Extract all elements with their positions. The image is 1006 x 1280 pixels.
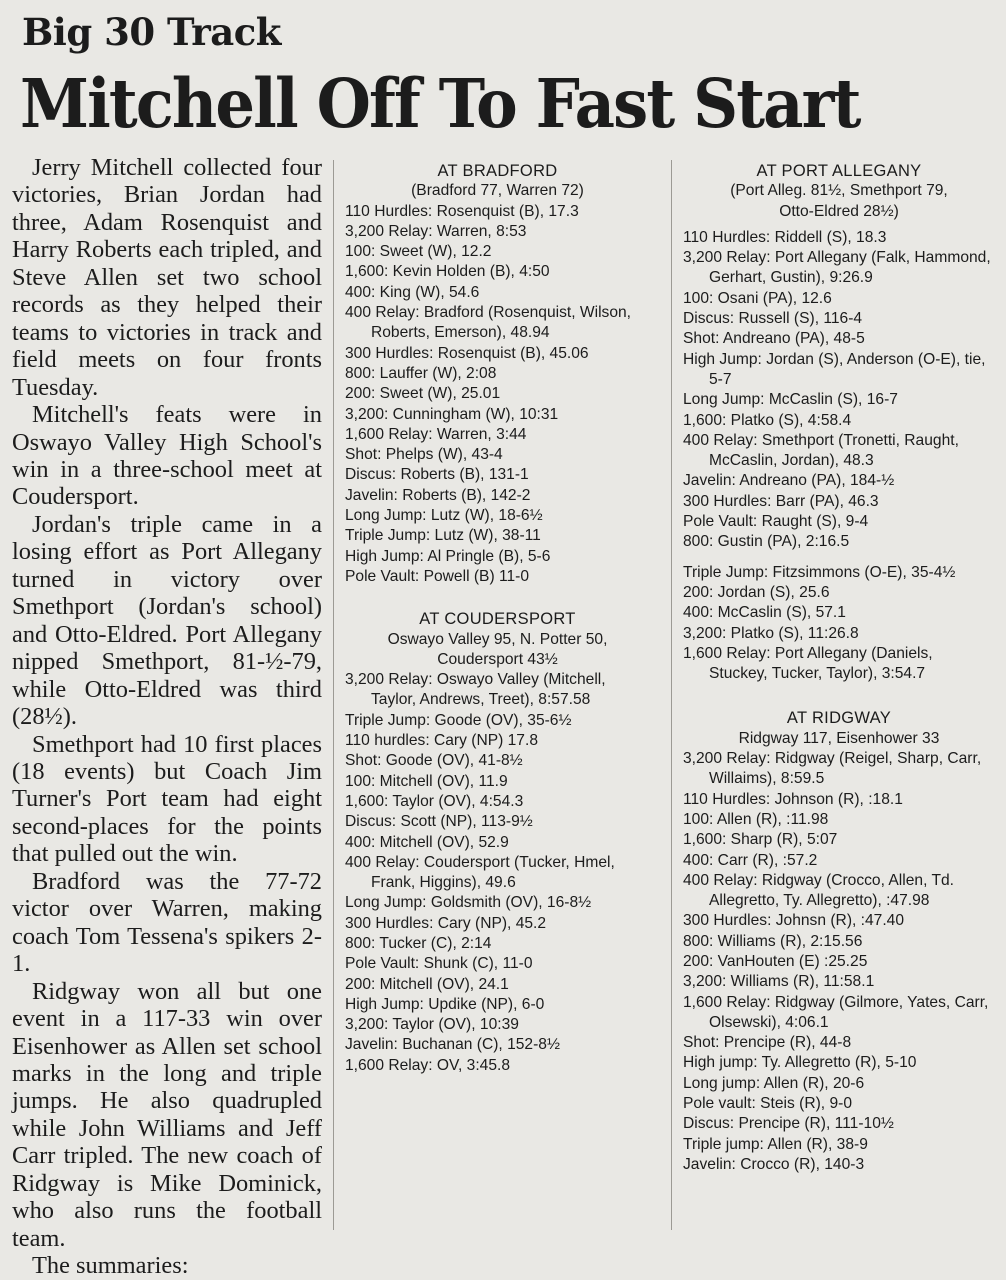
result-line: 400 Relay: Coudersport (Tucker, Hmel, Frank, Higgins), 49.6 <box>345 853 615 892</box>
headline: Mitchell Off To Fast Start <box>20 64 860 143</box>
result-line: 3,200 Relay: Warren, 8:53 <box>345 222 527 240</box>
result-line: Triple Jump: Goode (OV), 35-6½ <box>345 711 572 729</box>
result-line: Pole Vault: Raught (S), 9-4 <box>683 513 869 531</box>
summaries-column-right <box>683 161 995 1175</box>
result-line: Shot: Prencipe (R), 44-8 <box>683 1034 852 1052</box>
result-line: 100: Mitchell (OV), 11.9 <box>345 772 508 790</box>
result-line: Triple Jump: Lutz (W), 38-11 <box>345 527 541 545</box>
result-line: 100: Allen (R), :11.98 <box>683 810 829 828</box>
result-line: 1,600 Relay: Warren, 3:44 <box>345 425 527 443</box>
result-line: Pole vault: Steis (R), 9-0 <box>683 1095 852 1113</box>
story-paragraph: Jordan's triple came in a losing effort as Port Allegany turned in victory over Smethport (Jordan's school) and Otto-Eldred. Port Allegany nipped Smethport, 81-½-79, while Otto-Eldred was third (28½). <box>12 510 322 731</box>
meet-score: Oswayo Valley 95, N. Potter 50, <box>387 630 608 648</box>
result-line: Shot: Andreano (PA), 48-5 <box>683 330 865 348</box>
result-line: 400: McCaslin (S), 57.1 <box>683 604 846 622</box>
result-line: 110 Hurdles: Riddell (S), 18.3 <box>683 228 887 246</box>
result-line: 200: Mitchell (OV), 24.1 <box>345 975 509 993</box>
result-line: 110 hurdles: Cary (NP) 17.8 <box>345 732 538 750</box>
result-line: High Jump: Updike (NP), 6-0 <box>345 995 545 1013</box>
meet-ridgway <box>683 708 995 1175</box>
result-line: 400 Relay: Smethport (Tronetti, Raught, McCaslin, Jordan), 48.3 <box>683 431 959 470</box>
result-line: Javelin: Roberts (B), 142-2 <box>345 486 531 504</box>
result-line: 3,200 Relay: Oswayo Valley (Mitchell, Taylor, Andrews, Treet), 8:57.58 <box>345 671 606 709</box>
meet-score: Otto-Eldred 28½) <box>779 202 899 220</box>
result-line: 1,600 Relay: OV, 3:45.8 <box>345 1056 511 1074</box>
meet-score: (Bradford 77, Warren 72) <box>411 182 584 200</box>
story-paragraph: Jerry Mitchell collected four victories, Brian Jordan had three, Adam Rosenquist and Harry Roberts each tripled, and Steve Allen set two school records as they helped their teams to victories in track and field meets on four fronts Tuesday. <box>12 154 322 401</box>
result-line: 300 Hurdles: Johnsn (R), :47.40 <box>683 912 905 930</box>
result-line: 3,200: Williams (R), 11:58.1 <box>683 973 875 991</box>
result-line: 800: Lauffer (W), 2:08 <box>345 364 497 382</box>
result-line: Shot: Phelps (W), 43-4 <box>345 446 503 464</box>
meet-heading: AT COUDERSPORT <box>419 610 576 629</box>
result-line: 200: VanHouten (E) :25.25 <box>683 952 868 970</box>
result-line: 200: Jordan (S), 25.6 <box>683 583 830 601</box>
result-line: 400: King (W), 54.6 <box>345 283 480 301</box>
results-list <box>345 202 650 588</box>
results-list <box>683 228 995 553</box>
result-line: 3,200: Cunningham (W), 10:31 <box>345 405 559 423</box>
results-list <box>345 670 650 1076</box>
result-line: Long jump: Allen (R), 20-6 <box>683 1074 865 1092</box>
result-line: 100: Osani (PA), 12.6 <box>683 289 832 307</box>
result-line: 1,600 Relay: Ridgway (Gilmore, Yates, Carr, Olsewski), 4:06.1 <box>683 993 989 1031</box>
meet-coudersport <box>345 609 650 1076</box>
summaries-column-middle <box>345 161 650 1076</box>
meet-bradford <box>345 161 650 587</box>
result-line: Pole Vault: Shunk (C), 11-0 <box>345 955 533 973</box>
result-line: 100: Sweet (W), 12.2 <box>345 243 492 261</box>
results-list <box>683 749 995 1175</box>
result-line: Shot: Goode (OV), 41-8½ <box>345 752 523 770</box>
result-line: 400: Carr (R), :57.2 <box>683 851 818 869</box>
result-line: Javelin: Crocco (R), 140-3 <box>683 1155 865 1173</box>
meet-port-allegany <box>683 161 995 684</box>
meet-score: (Port Alleg. 81½, Smethport 79, <box>730 182 948 200</box>
result-line: 800: Gustin (PA), 2:16.5 <box>683 533 850 551</box>
meet-heading: AT BRADFORD <box>437 162 558 180</box>
result-line: High jump: Ty. Allegretto (R), 5-10 <box>683 1054 917 1072</box>
story-paragraph: Smethport had 10 first places (18 events) but Coach Jim Turner's Port team had eight second-places for the points that pulled out the win. <box>12 730 322 868</box>
result-line: 3,200 Relay: Port Allegany (Falk, Hammond, Gerhart, Gustin), 9:26.9 <box>683 249 991 287</box>
result-line: 1,600: Kevin Holden (B), 4:50 <box>345 263 550 281</box>
result-line: Javelin: Buchanan (C), 152-8½ <box>345 1036 560 1054</box>
result-line: 800: Tucker (C), 2:14 <box>345 934 492 952</box>
meet-score: Ridgway 117, Eisenhower 33 <box>738 729 940 747</box>
results-list <box>683 563 995 685</box>
result-line: 400 Relay: Ridgway (Crocco, Allen, Td. Allegretto, Ty. Allegretto), :47.98 <box>683 871 954 910</box>
column-rule <box>333 160 334 1230</box>
result-line: 3,200 Relay: Ridgway (Reigel, Sharp, Carr, Willaims), 8:59.5 <box>683 750 982 788</box>
result-line: 3,200: Platko (S), 11:26.8 <box>683 624 859 642</box>
result-line: Discus: Scott (NP), 113-9½ <box>345 813 533 831</box>
story-column <box>12 154 322 1280</box>
result-line: 1,600: Sharp (R), 5:07 <box>683 831 838 849</box>
result-line: 300 Hurdles: Barr (PA), 46.3 <box>683 492 879 510</box>
result-line: Discus: Russell (S), 116-4 <box>683 310 863 328</box>
result-line: 300 Hurdles: Rosenquist (B), 45.06 <box>345 344 589 362</box>
result-line: 800: Williams (R), 2:15.56 <box>683 932 863 950</box>
result-line: Javelin: Andreano (PA), 184-½ <box>683 472 895 490</box>
result-line: 1,600: Platko (S), 4:58.4 <box>683 411 852 429</box>
result-line: High Jump: Al Pringle (B), 5-6 <box>345 547 551 565</box>
result-line: 300 Hurdles: Cary (NP), 45.2 <box>345 914 547 932</box>
result-line: Long Jump: Goldsmith (OV), 16-8½ <box>345 894 592 912</box>
column-rule <box>671 160 672 1230</box>
story-paragraph: Bradford was the 77-72 victor over Warren, making coach Tom Tessena's spikers 2-1. <box>12 867 322 978</box>
result-line: Discus: Roberts (B), 131-1 <box>345 466 529 484</box>
result-line: Pole Vault: Powell (B) 11-0 <box>345 567 530 585</box>
section-kicker: Big 30 Track <box>22 10 281 54</box>
meet-score: Coudersport 43½ <box>437 650 558 668</box>
result-line: Discus: Prencipe (R), 111-10½ <box>683 1115 894 1133</box>
result-line: 400 Relay: Bradford (Rosenquist, Wilson, Roberts, Emerson), 48.94 <box>345 304 632 342</box>
story-paragraph: Ridgway won all but one event in a 117-33 win over Eisenhower as Allen set school marks in the long and triple jumps. He also quadrupled while John Williams and Jeff Carr tripled. The new coach of Ridgway is Mike Dominick, who also runs the football team. <box>12 977 322 1252</box>
result-line: 400: Mitchell (OV), 52.9 <box>345 833 509 851</box>
result-line: 200: Sweet (W), 25.01 <box>345 385 501 403</box>
result-line: Long Jump: Lutz (W), 18-6½ <box>345 507 543 525</box>
story-paragraph: The summaries: <box>32 1252 189 1280</box>
result-line: High Jump: Jordan (S), Anderson (O-E), tie, 5-7 <box>683 350 986 388</box>
result-line: 110 Hurdles: Johnson (R), :18.1 <box>683 790 903 808</box>
result-line: 1,600 Relay: Port Allegany (Daniels, Stuckey, Tucker, Taylor), 3:54.7 <box>683 644 933 683</box>
meet-heading: AT RIDGWAY <box>786 709 892 728</box>
result-line: 3,200: Taylor (OV), 10:39 <box>345 1016 519 1034</box>
result-line: Triple jump: Allen (R), 38-9 <box>683 1135 868 1153</box>
result-line: Triple Jump: Fitzsimmons (O-E), 35-4½ <box>683 563 956 581</box>
result-line: 1,600: Taylor (OV), 4:54.3 <box>345 792 524 810</box>
story-paragraph: Mitchell's feats were in Oswayo Valley High School's win in a three-school meet at Coudersport. <box>12 401 322 511</box>
result-line: 110 Hurdles: Rosenquist (B), 17.3 <box>345 202 579 220</box>
result-line: Long Jump: McCaslin (S), 16-7 <box>683 391 898 409</box>
meet-heading: AT PORT ALLEGANY <box>756 162 922 180</box>
